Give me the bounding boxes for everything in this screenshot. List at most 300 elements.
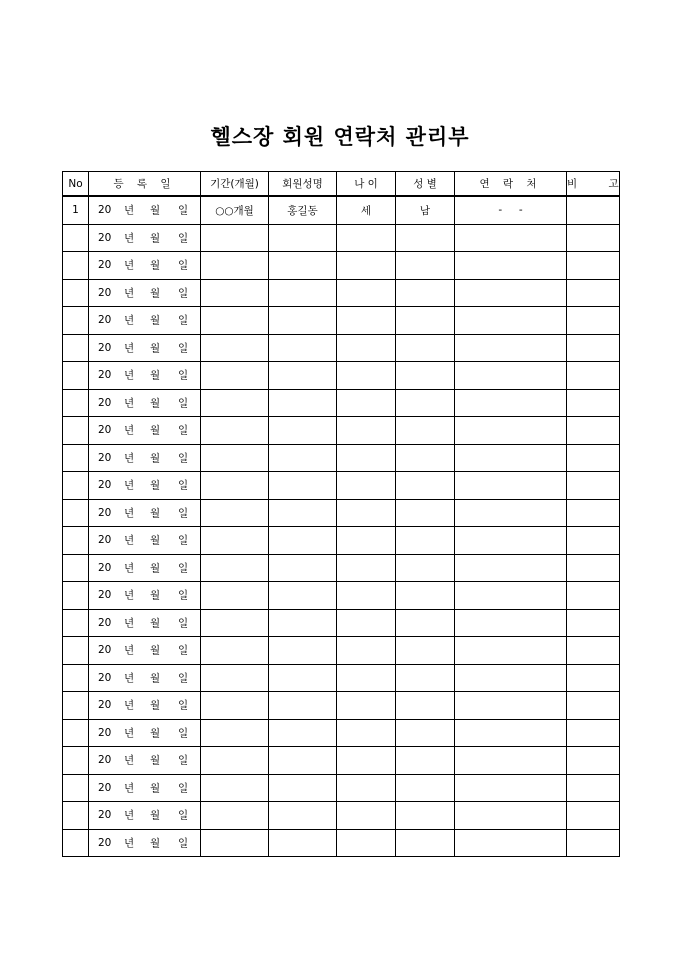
cell-contact bbox=[455, 692, 567, 720]
cell-period bbox=[201, 802, 269, 830]
date-day-unit: 일 bbox=[178, 589, 189, 602]
cell-no bbox=[63, 279, 89, 307]
cell-reg-date bbox=[89, 664, 201, 692]
date-day-unit: 일 bbox=[178, 809, 189, 822]
date-day-unit: 일 bbox=[178, 342, 189, 355]
cell-gender bbox=[396, 307, 455, 335]
cell-reg-date bbox=[89, 472, 201, 500]
header-row bbox=[63, 172, 620, 197]
cell-note bbox=[567, 224, 620, 252]
date-year: 20 bbox=[98, 644, 112, 657]
table-row bbox=[63, 527, 620, 555]
date-year-unit: 년 bbox=[124, 617, 135, 630]
cell-note bbox=[567, 692, 620, 720]
cell-note bbox=[567, 664, 620, 692]
cell-no bbox=[63, 527, 89, 555]
cell-age bbox=[337, 307, 396, 335]
cell-name bbox=[269, 527, 337, 555]
cell-note bbox=[567, 196, 620, 224]
cell-gender bbox=[396, 554, 455, 582]
date-month-unit: 월 bbox=[150, 589, 161, 602]
date-year-unit: 년 bbox=[124, 672, 135, 685]
cell-gender bbox=[396, 444, 455, 472]
cell-age bbox=[337, 362, 396, 390]
cell-gender bbox=[396, 472, 455, 500]
date-year-unit: 년 bbox=[124, 644, 135, 657]
cell-period bbox=[201, 252, 269, 280]
cell-gender bbox=[396, 389, 455, 417]
cell-period bbox=[201, 554, 269, 582]
cell-name bbox=[269, 554, 337, 582]
cell-no bbox=[63, 417, 89, 445]
cell-note bbox=[567, 389, 620, 417]
cell-name bbox=[269, 224, 337, 252]
cell-age bbox=[337, 719, 396, 747]
date-month-unit: 월 bbox=[150, 479, 161, 492]
date-day-unit: 일 bbox=[178, 232, 189, 245]
cell-note bbox=[567, 774, 620, 802]
cell-contact bbox=[455, 554, 567, 582]
page-title: 헬스장 회원 연락처 관리부 bbox=[210, 125, 470, 149]
cell-contact bbox=[455, 444, 567, 472]
cell-note bbox=[567, 637, 620, 665]
cell-note bbox=[567, 417, 620, 445]
cell-reg-date bbox=[89, 279, 201, 307]
cell-gender bbox=[396, 224, 455, 252]
table-row bbox=[63, 362, 620, 390]
cell-note bbox=[567, 279, 620, 307]
cell-period bbox=[201, 472, 269, 500]
date-year-unit: 년 bbox=[124, 479, 135, 492]
table-row bbox=[63, 692, 620, 720]
table-row bbox=[63, 802, 620, 830]
date-year-unit: 년 bbox=[124, 534, 135, 547]
date-year: 20 bbox=[98, 286, 112, 299]
cell-contact bbox=[455, 609, 567, 637]
cell-age bbox=[337, 774, 396, 802]
cell-name bbox=[269, 307, 337, 335]
cell-reg-date bbox=[89, 637, 201, 665]
date-day-unit: 일 bbox=[178, 424, 189, 437]
table-row bbox=[63, 582, 620, 610]
cell-contact bbox=[455, 637, 567, 665]
date-day-unit: 일 bbox=[178, 314, 189, 327]
table-row bbox=[63, 637, 620, 665]
date-year: 20 bbox=[98, 451, 112, 464]
date-year: 20 bbox=[98, 616, 112, 629]
cell-period bbox=[201, 389, 269, 417]
table-row bbox=[63, 472, 620, 500]
cell-age bbox=[337, 527, 396, 555]
date-year-unit: 년 bbox=[124, 259, 135, 272]
cell-note bbox=[567, 719, 620, 747]
cell-age bbox=[337, 252, 396, 280]
date-year-unit: 년 bbox=[124, 314, 135, 327]
cell-name bbox=[269, 279, 337, 307]
cell-contact bbox=[455, 472, 567, 500]
cell-no bbox=[63, 637, 89, 665]
cell-note bbox=[567, 609, 620, 637]
date-year: 20 bbox=[98, 506, 112, 519]
cell-reg-date bbox=[89, 829, 201, 857]
cell-no bbox=[63, 719, 89, 747]
date-month-unit: 월 bbox=[150, 727, 161, 740]
cell-name bbox=[269, 389, 337, 417]
date-day-unit: 일 bbox=[178, 754, 189, 767]
date-month-unit: 월 bbox=[150, 809, 161, 822]
cell-age bbox=[337, 334, 396, 362]
cell-no bbox=[63, 829, 89, 857]
cell-gender bbox=[396, 829, 455, 857]
date-year: 20 bbox=[98, 259, 112, 272]
cell-name bbox=[269, 334, 337, 362]
date-year: 20 bbox=[98, 396, 112, 409]
cell-name bbox=[269, 802, 337, 830]
table-row bbox=[63, 417, 620, 445]
cell-name bbox=[269, 252, 337, 280]
cell-name bbox=[269, 362, 337, 390]
cell-name bbox=[269, 499, 337, 527]
cell-contact bbox=[455, 829, 567, 857]
cell-contact bbox=[455, 417, 567, 445]
date-month-unit: 월 bbox=[150, 424, 161, 437]
cell-gender bbox=[396, 692, 455, 720]
cell-contact bbox=[455, 802, 567, 830]
cell-reg-date bbox=[89, 417, 201, 445]
date-day-unit: 일 bbox=[178, 837, 189, 850]
cell-age bbox=[337, 747, 396, 775]
cell-no bbox=[63, 582, 89, 610]
table-row bbox=[63, 747, 620, 775]
date-year: 20 bbox=[98, 809, 112, 822]
cell-period: ○○개월 bbox=[201, 196, 269, 224]
cell-age bbox=[337, 224, 396, 252]
cell-no bbox=[63, 307, 89, 335]
cell-reg-date bbox=[89, 692, 201, 720]
cell-contact bbox=[455, 224, 567, 252]
date-day-unit: 일 bbox=[178, 644, 189, 657]
cell-no bbox=[63, 747, 89, 775]
date-month-unit: 월 bbox=[150, 782, 161, 795]
date-month-unit: 월 bbox=[150, 369, 161, 382]
cell-reg-date bbox=[89, 444, 201, 472]
table-row bbox=[63, 499, 620, 527]
cell-contact bbox=[455, 334, 567, 362]
cell-no bbox=[63, 472, 89, 500]
cell-name bbox=[269, 582, 337, 610]
date-day-unit: 일 bbox=[178, 259, 189, 272]
cell-age bbox=[337, 609, 396, 637]
cell-period bbox=[201, 829, 269, 857]
date-day-unit: 일 bbox=[178, 562, 189, 575]
cell-gender bbox=[396, 334, 455, 362]
date-month-unit: 월 bbox=[150, 259, 161, 272]
date-month-unit: 월 bbox=[150, 644, 161, 657]
cell-reg-date bbox=[89, 609, 201, 637]
table-row bbox=[63, 196, 620, 224]
date-year: 20 bbox=[98, 369, 112, 382]
date-month-unit: 월 bbox=[150, 699, 161, 712]
table-row bbox=[63, 444, 620, 472]
cell-note bbox=[567, 747, 620, 775]
date-year: 20 bbox=[98, 479, 112, 492]
cell-name bbox=[269, 692, 337, 720]
cell-reg-date bbox=[89, 362, 201, 390]
date-month-unit: 월 bbox=[150, 837, 161, 850]
date-day-unit: 일 bbox=[178, 452, 189, 465]
date-year: 20 bbox=[98, 341, 112, 354]
cell-no bbox=[63, 802, 89, 830]
cell-gender bbox=[396, 499, 455, 527]
date-year-unit: 년 bbox=[124, 699, 135, 712]
table-row bbox=[63, 554, 620, 582]
date-month-unit: 월 bbox=[150, 232, 161, 245]
date-day-unit: 일 bbox=[178, 287, 189, 300]
date-year: 20 bbox=[98, 314, 112, 327]
cell-name bbox=[269, 609, 337, 637]
table-row bbox=[63, 252, 620, 280]
cell-reg-date bbox=[89, 252, 201, 280]
date-year-unit: 년 bbox=[124, 727, 135, 740]
cell-reg-date bbox=[89, 747, 201, 775]
date-year-unit: 년 bbox=[124, 809, 135, 822]
cell-contact bbox=[455, 719, 567, 747]
date-month-unit: 월 bbox=[150, 507, 161, 520]
cell-gender bbox=[396, 527, 455, 555]
header-no: No bbox=[63, 172, 89, 197]
cell-period bbox=[201, 499, 269, 527]
date-year-unit: 년 bbox=[124, 837, 135, 850]
cell-note bbox=[567, 307, 620, 335]
cell-reg-date bbox=[89, 307, 201, 335]
cell-no bbox=[63, 444, 89, 472]
cell-contact bbox=[455, 499, 567, 527]
cell-no bbox=[63, 389, 89, 417]
date-year: 20 bbox=[98, 836, 112, 849]
date-month-unit: 월 bbox=[150, 287, 161, 300]
date-year-unit: 년 bbox=[124, 507, 135, 520]
date-year-unit: 년 bbox=[124, 232, 135, 245]
cell-note bbox=[567, 334, 620, 362]
cell-reg-date bbox=[89, 582, 201, 610]
cell-gender bbox=[396, 802, 455, 830]
date-day-unit: 일 bbox=[178, 369, 189, 382]
date-month-unit: 월 bbox=[150, 204, 161, 217]
cell-age bbox=[337, 417, 396, 445]
table-row bbox=[63, 829, 620, 857]
cell-contact bbox=[455, 279, 567, 307]
date-month-unit: 월 bbox=[150, 672, 161, 685]
cell-age bbox=[337, 554, 396, 582]
cell-period bbox=[201, 637, 269, 665]
date-year-unit: 년 bbox=[124, 397, 135, 410]
cell-period bbox=[201, 444, 269, 472]
date-year-unit: 년 bbox=[124, 369, 135, 382]
cell-gender bbox=[396, 582, 455, 610]
cell-reg-date bbox=[89, 774, 201, 802]
cell-reg-date bbox=[89, 389, 201, 417]
cell-age bbox=[337, 692, 396, 720]
cell-note bbox=[567, 527, 620, 555]
table-row bbox=[63, 774, 620, 802]
cell-period bbox=[201, 417, 269, 445]
date-year: 20 bbox=[98, 204, 112, 217]
date-year-unit: 년 bbox=[124, 204, 135, 217]
header-age: 나 이 bbox=[337, 172, 396, 197]
cell-age bbox=[337, 582, 396, 610]
header-gender: 성 별 bbox=[396, 172, 455, 197]
cell-name bbox=[269, 774, 337, 802]
cell-age bbox=[337, 664, 396, 692]
date-year: 20 bbox=[98, 754, 112, 767]
cell-no bbox=[63, 362, 89, 390]
cell-no bbox=[63, 692, 89, 720]
cell-note bbox=[567, 582, 620, 610]
table-row bbox=[63, 719, 620, 747]
cell-no bbox=[63, 609, 89, 637]
date-day-unit: 일 bbox=[178, 699, 189, 712]
cell-period bbox=[201, 664, 269, 692]
date-year-unit: 년 bbox=[124, 589, 135, 602]
cell-reg-date bbox=[89, 196, 201, 224]
date-month-unit: 월 bbox=[150, 562, 161, 575]
header-contact: 연 락 처 bbox=[455, 172, 567, 197]
cell-note bbox=[567, 499, 620, 527]
date-year-unit: 년 bbox=[124, 562, 135, 575]
date-year-unit: 년 bbox=[124, 287, 135, 300]
member-register-table bbox=[62, 171, 633, 857]
cell-contact bbox=[455, 389, 567, 417]
cell-gender bbox=[396, 252, 455, 280]
date-year-unit: 년 bbox=[124, 754, 135, 767]
cell-age bbox=[337, 829, 396, 857]
cell-contact bbox=[455, 362, 567, 390]
cell-contact bbox=[455, 664, 567, 692]
cell-no bbox=[63, 664, 89, 692]
date-year-unit: 년 bbox=[124, 782, 135, 795]
date-day-unit: 일 bbox=[178, 782, 189, 795]
cell-name bbox=[269, 747, 337, 775]
cell-period bbox=[201, 334, 269, 362]
cell-age: 세 bbox=[337, 196, 396, 224]
date-year-unit: 년 bbox=[124, 342, 135, 355]
cell-gender bbox=[396, 609, 455, 637]
cell-gender bbox=[396, 747, 455, 775]
table-body bbox=[63, 196, 620, 857]
cell-reg-date bbox=[89, 554, 201, 582]
cell-age bbox=[337, 472, 396, 500]
cell-note bbox=[567, 444, 620, 472]
cell-age bbox=[337, 389, 396, 417]
table-row bbox=[63, 279, 620, 307]
cell-period bbox=[201, 692, 269, 720]
cell-note bbox=[567, 829, 620, 857]
cell-note bbox=[567, 802, 620, 830]
cell-name bbox=[269, 637, 337, 665]
cell-period bbox=[201, 307, 269, 335]
date-month-unit: 월 bbox=[150, 617, 161, 630]
cell-contact bbox=[455, 747, 567, 775]
cell-age bbox=[337, 802, 396, 830]
cell-age bbox=[337, 279, 396, 307]
date-year: 20 bbox=[98, 534, 112, 547]
cell-name bbox=[269, 444, 337, 472]
cell-gender bbox=[396, 637, 455, 665]
cell-period bbox=[201, 747, 269, 775]
date-day-unit: 일 bbox=[178, 672, 189, 685]
date-year: 20 bbox=[98, 589, 112, 602]
cell-contact bbox=[455, 527, 567, 555]
date-month-unit: 월 bbox=[150, 342, 161, 355]
date-month-unit: 월 bbox=[150, 314, 161, 327]
cell-age bbox=[337, 444, 396, 472]
cell-period bbox=[201, 527, 269, 555]
cell-no bbox=[63, 774, 89, 802]
cell-age bbox=[337, 499, 396, 527]
date-day-unit: 일 bbox=[178, 507, 189, 520]
cell-no bbox=[63, 554, 89, 582]
cell-no bbox=[63, 224, 89, 252]
cell-gender bbox=[396, 774, 455, 802]
cell-reg-date bbox=[89, 527, 201, 555]
cell-name bbox=[269, 472, 337, 500]
header-period: 기간(개월) bbox=[201, 172, 269, 197]
cell-no: 1 bbox=[63, 196, 89, 224]
cell-name: 홍길동 bbox=[269, 196, 337, 224]
date-month-unit: 월 bbox=[150, 397, 161, 410]
date-month-unit: 월 bbox=[150, 754, 161, 767]
cell-period bbox=[201, 774, 269, 802]
cell-gender: 남 bbox=[396, 196, 455, 224]
header-reg-date: 등 록 일 bbox=[89, 172, 201, 197]
cell-no bbox=[63, 252, 89, 280]
table-row bbox=[63, 664, 620, 692]
cell-name bbox=[269, 417, 337, 445]
date-month-unit: 월 bbox=[150, 452, 161, 465]
cell-note bbox=[567, 472, 620, 500]
date-month-unit: 월 bbox=[150, 534, 161, 547]
date-year: 20 bbox=[98, 699, 112, 712]
date-day-unit: 일 bbox=[178, 204, 189, 217]
cell-name bbox=[269, 719, 337, 747]
cell-reg-date bbox=[89, 719, 201, 747]
cell-contact: - - bbox=[455, 196, 567, 224]
cell-gender bbox=[396, 719, 455, 747]
date-year: 20 bbox=[98, 781, 112, 794]
cell-reg-date bbox=[89, 499, 201, 527]
cell-period bbox=[201, 224, 269, 252]
cell-period bbox=[201, 719, 269, 747]
date-day-unit: 일 bbox=[178, 479, 189, 492]
table-row bbox=[63, 307, 620, 335]
cell-contact bbox=[455, 582, 567, 610]
header-note: 비 고 bbox=[567, 172, 620, 197]
table-row bbox=[63, 609, 620, 637]
cell-no bbox=[63, 334, 89, 362]
cell-reg-date bbox=[89, 334, 201, 362]
header-name: 회원성명 bbox=[269, 172, 337, 197]
cell-gender bbox=[396, 279, 455, 307]
cell-contact bbox=[455, 307, 567, 335]
date-day-unit: 일 bbox=[178, 617, 189, 630]
date-day-unit: 일 bbox=[178, 534, 189, 547]
date-year: 20 bbox=[98, 561, 112, 574]
cell-period bbox=[201, 609, 269, 637]
cell-gender bbox=[396, 417, 455, 445]
cell-contact bbox=[455, 252, 567, 280]
date-year: 20 bbox=[98, 231, 112, 244]
date-year-unit: 년 bbox=[124, 452, 135, 465]
